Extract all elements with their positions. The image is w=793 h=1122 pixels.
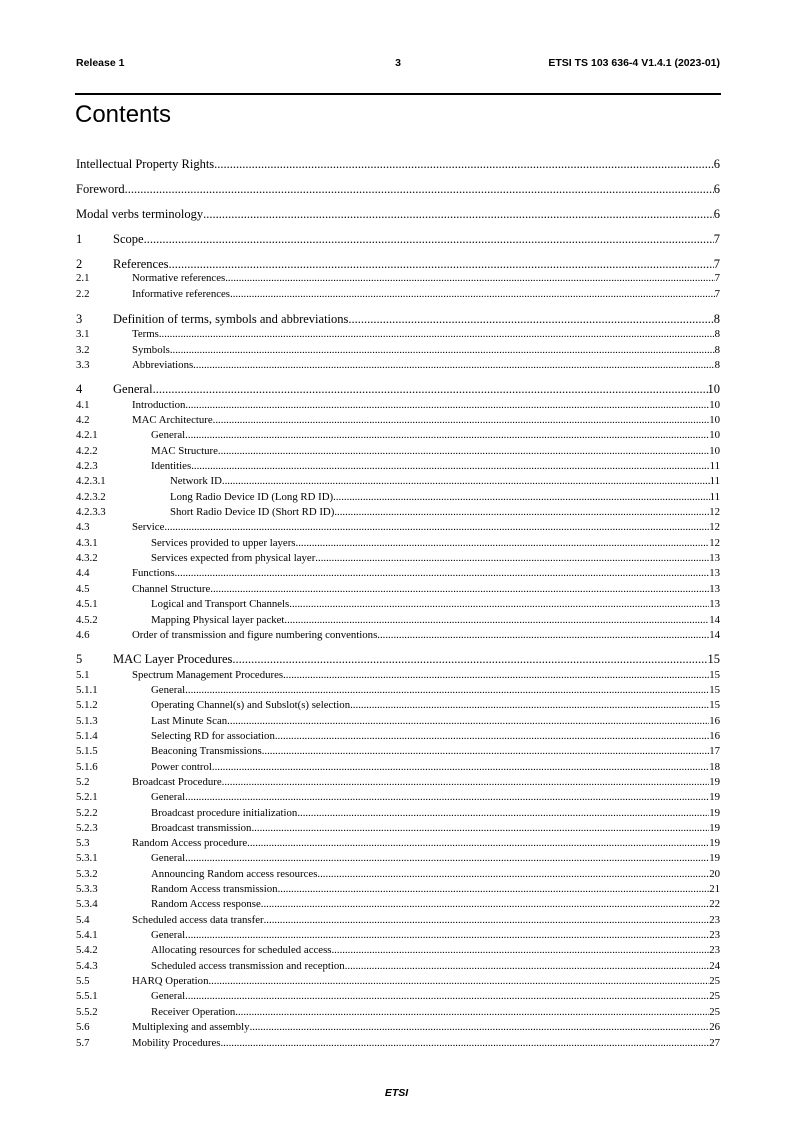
toc-dot-leader — [218, 444, 709, 458]
toc-dot-leader — [261, 897, 709, 911]
toc-dot-leader — [125, 181, 714, 197]
toc-entry[interactable] — [76, 474, 720, 488]
toc-entry-page: 11 — [709, 460, 720, 472]
toc-entry-number: 5.3.4 — [76, 898, 98, 910]
toc-entry-number: 4.2.3.2 — [76, 491, 106, 503]
toc-entry[interactable] — [76, 428, 720, 442]
toc-dot-leader — [185, 398, 709, 412]
toc-entry-page: 17 — [709, 745, 720, 757]
toc-entry-title: Receiver Operation — [151, 1006, 236, 1018]
toc-entry-page: 12 — [709, 537, 720, 549]
toc-entry-title: HARQ Operation — [132, 975, 209, 987]
toc-entry-page: 22 — [709, 898, 720, 910]
toc-entry[interactable] — [76, 913, 720, 927]
toc-entry[interactable] — [76, 1020, 720, 1034]
toc-entry[interactable] — [76, 683, 720, 697]
toc-entry-title: Allocating resources for scheduled access — [151, 944, 332, 956]
toc-entry-page: 10 — [709, 429, 720, 441]
toc-entry[interactable] — [76, 327, 720, 341]
toc-dot-leader — [296, 536, 710, 550]
toc-entry-title: Symbols — [132, 344, 170, 356]
toc-entry-page: 15 — [709, 669, 720, 681]
toc-dot-leader — [278, 882, 710, 896]
toc-entry-title: Mobility Procedures — [132, 1037, 221, 1049]
page-title: Contents — [75, 101, 172, 128]
toc-entry[interactable] — [76, 271, 720, 285]
toc-entry-title: General — [151, 852, 186, 864]
toc-entry-number: 4.2.3.3 — [76, 506, 106, 518]
toc-entry-title: Identities — [151, 460, 192, 472]
toc-entry-page: 23 — [709, 944, 720, 956]
toc-entry-number: 5.5.2 — [76, 1006, 98, 1018]
toc-entry-number: 4.2.1 — [76, 429, 98, 441]
toc-entry-title: Intellectual Property Rights — [76, 157, 215, 171]
toc-entry-page: 13 — [709, 583, 720, 595]
toc-entry-title: Random Access response — [151, 898, 261, 910]
toc-entry-title: General — [113, 382, 153, 396]
toc-entry[interactable] — [76, 651, 720, 667]
toc-entry[interactable] — [76, 928, 720, 942]
toc-entry-page: 21 — [709, 883, 720, 895]
toc-entry-number: 5.4.2 — [76, 944, 98, 956]
toc-dot-leader — [250, 1020, 710, 1034]
toc-entry-title: Long Radio Device ID (Long RD ID) — [170, 491, 334, 503]
toc-entry-title: Scheduled access data transfer — [132, 914, 264, 926]
toc-entry-number: 4.5.1 — [76, 598, 98, 610]
toc-entry-page: 18 — [709, 761, 720, 773]
toc-entry-page: 20 — [709, 868, 720, 880]
toc-dot-leader — [334, 505, 709, 519]
toc-entry-page: 10 — [707, 382, 720, 396]
toc-entry-number: 4.2.2 — [76, 445, 98, 457]
toc-entry[interactable] — [76, 943, 720, 957]
toc-entry-number: 4.5.2 — [76, 614, 98, 626]
toc-entry[interactable] — [76, 806, 720, 820]
toc-entry-title: Order of transmission and figure numbering conventions — [132, 629, 378, 641]
toc-entry-title: Modal verbs terminology — [76, 207, 204, 221]
toc-entry-number: 4.3 — [76, 521, 90, 533]
toc-entry-title: Broadcast transmission — [151, 822, 252, 834]
toc-entry[interactable] — [76, 775, 720, 789]
toc-entry[interactable] — [76, 867, 720, 881]
toc-entry-title: Abbreviations — [132, 359, 194, 371]
toc-entry-number: 5.4 — [76, 914, 90, 926]
toc-entry[interactable] — [76, 729, 720, 743]
toc-entry-title: MAC Layer Procedures — [113, 652, 233, 666]
toc-entry-number: 3.3 — [76, 359, 90, 371]
toc-entry-page: 15 — [707, 652, 720, 666]
toc-entry[interactable] — [76, 1036, 720, 1050]
toc-entry[interactable] — [76, 551, 720, 565]
toc-entry-number: 5.2.1 — [76, 791, 98, 803]
toc-entry-title: Terms — [132, 328, 159, 340]
toc-entry[interactable] — [76, 851, 720, 865]
toc-entry[interactable] — [76, 836, 720, 850]
toc-entry-number: 5.3.3 — [76, 883, 98, 895]
toc-entry-number: 3.1 — [76, 328, 90, 340]
toc-dot-leader — [225, 271, 714, 285]
toc-dot-leader — [235, 1005, 709, 1019]
toc-dot-leader — [230, 287, 715, 301]
toc-entry-title: Mapping Physical layer packet — [151, 614, 285, 626]
toc-entry-page: 7 — [714, 272, 720, 284]
toc-entry-title: General — [151, 684, 186, 696]
toc-entry-title: Scope — [113, 232, 144, 246]
toc-entry-page: 23 — [709, 929, 720, 941]
toc-entry[interactable] — [76, 790, 720, 804]
toc-entry-page: 11 — [709, 491, 720, 503]
toc-dot-leader — [297, 806, 709, 820]
toc-entry[interactable] — [76, 505, 720, 519]
toc-entry-number: 5.4.1 — [76, 929, 98, 941]
toc-dot-leader — [289, 597, 709, 611]
toc-entry-number: 3 — [76, 312, 83, 326]
toc-entry[interactable] — [76, 959, 720, 973]
toc-dot-leader — [185, 851, 709, 865]
toc-entry-page: 15 — [709, 684, 720, 696]
toc-entry-title: Announcing Random access resources — [151, 868, 318, 880]
toc-entry-number: 4.3.1 — [76, 537, 98, 549]
toc-dot-leader — [222, 474, 710, 488]
toc-entry-number: 4.2 — [76, 414, 90, 426]
toc-dot-leader — [213, 413, 710, 427]
toc-entry-page: 13 — [709, 567, 720, 579]
toc-entry-number: 5.6 — [76, 1021, 90, 1033]
toc-entry-title: Random Access transmission — [151, 883, 278, 895]
toc-entry-page: 12 — [709, 506, 720, 518]
toc-dot-leader — [345, 959, 710, 973]
toc-dot-leader — [164, 520, 709, 534]
toc-entry-number: 3.2 — [76, 344, 90, 356]
toc-entry-page: 25 — [709, 990, 720, 1002]
toc-dot-leader — [333, 490, 709, 504]
toc-entry-title: Definition of terms, symbols and abbreviations — [113, 312, 349, 326]
toc-entry[interactable] — [76, 989, 720, 1003]
toc-entry-title: Logical and Transport Channels — [151, 598, 290, 610]
toc-entry[interactable] — [76, 490, 720, 504]
toc-entry-page: 11 — [709, 475, 720, 487]
toc-entry[interactable] — [76, 613, 720, 627]
toc-entry-page: 19 — [709, 837, 720, 849]
toc-entry-number: 5.3.2 — [76, 868, 98, 880]
toc-entry-title: Scheduled access transmission and reception — [151, 960, 345, 972]
toc-entry-title: Introduction — [132, 399, 186, 411]
toc-entry[interactable] — [76, 343, 720, 357]
toc-entry-title: Multiplexing and assembly — [132, 1021, 250, 1033]
toc-dot-leader — [264, 913, 710, 927]
toc-entry-page: 14 — [709, 614, 720, 626]
toc-entry[interactable] — [76, 358, 720, 372]
toc-dot-leader — [247, 836, 709, 850]
toc-entry-title: Foreword — [76, 182, 125, 196]
toc-entry-number: 4.2.3 — [76, 460, 98, 472]
toc-entry-number: 4.5 — [76, 583, 90, 595]
toc-dot-leader — [185, 790, 709, 804]
toc-entry-page: 16 — [709, 715, 720, 727]
toc-entry-page: 19 — [709, 791, 720, 803]
toc-entry-title: Operating Channel(s) and Subslot(s) selection — [151, 699, 351, 711]
header-page-number: 3 — [395, 57, 401, 69]
toc-entry-number: 5.1.2 — [76, 699, 98, 711]
toc-entry[interactable] — [76, 181, 720, 197]
toc-dot-leader — [220, 1036, 709, 1050]
toc-entry[interactable] — [76, 714, 720, 728]
page-header — [76, 57, 720, 73]
toc-dot-leader — [227, 714, 709, 728]
toc-entry-page: 10 — [709, 414, 720, 426]
header-document-id: ETSI TS 103 636-4 V1.4.1 (2023-01) — [548, 57, 720, 69]
toc-dot-leader — [185, 989, 709, 1003]
toc-dot-leader — [144, 231, 714, 247]
toc-entry-title: Network ID — [170, 475, 222, 487]
toc-entry-page: 27 — [709, 1037, 720, 1049]
toc-dot-leader — [232, 651, 707, 667]
toc-entry-number: 5.3.1 — [76, 852, 98, 864]
toc-entry-title: Broadcast procedure initialization — [151, 807, 298, 819]
toc-dot-leader — [169, 256, 714, 272]
toc-entry-title: Services provided to upper layers — [151, 537, 296, 549]
toc-dot-leader — [283, 668, 709, 682]
toc-entry-number: 5.1.1 — [76, 684, 98, 696]
toc-entry-page: 14 — [709, 629, 720, 641]
toc-entry-number: 2 — [76, 257, 83, 271]
toc-dot-leader — [222, 775, 710, 789]
toc-entry[interactable] — [76, 582, 720, 596]
toc-entry-page: 8 — [713, 312, 720, 326]
toc-entry[interactable] — [76, 536, 720, 550]
toc-entry-number: 4 — [76, 382, 83, 396]
toc-dot-leader — [159, 327, 715, 341]
toc-entry[interactable] — [76, 206, 720, 222]
toc-entry-title: Random Access procedure — [132, 837, 248, 849]
toc-entry[interactable] — [76, 287, 720, 301]
toc-entry-number: 5.1 — [76, 669, 90, 681]
toc-entry-page: 15 — [709, 699, 720, 711]
toc-dot-leader — [377, 628, 709, 642]
toc-entry-title: Channel Structure — [132, 583, 211, 595]
toc-entry[interactable] — [76, 760, 720, 774]
toc-entry-page: 10 — [709, 445, 720, 457]
toc-entry[interactable] — [76, 311, 720, 327]
toc-dot-leader — [331, 943, 709, 957]
toc-entry[interactable] — [76, 413, 720, 427]
toc-entry-number: 5.1.5 — [76, 745, 98, 757]
header-rule — [75, 93, 721, 95]
toc-entry-title: Functions — [132, 567, 175, 579]
toc-entry-title: General — [151, 929, 186, 941]
toc-dot-leader — [185, 683, 709, 697]
toc-dot-leader — [315, 551, 709, 565]
toc-entry[interactable] — [76, 520, 720, 534]
toc-entry[interactable] — [76, 668, 720, 682]
toc-entry-page: 26 — [709, 1021, 720, 1033]
toc-entry-page: 23 — [709, 914, 720, 926]
toc-entry-page: 7 — [713, 257, 720, 271]
toc-entry-page: 6 — [713, 182, 720, 196]
toc-dot-leader — [262, 744, 710, 758]
toc-entry-number: 5.7 — [76, 1037, 90, 1049]
toc-entry-page: 13 — [709, 598, 720, 610]
toc-dot-leader — [203, 206, 714, 222]
toc-entry-number: 5.2 — [76, 776, 90, 788]
toc-entry[interactable] — [76, 882, 720, 896]
toc-entry[interactable] — [76, 398, 720, 412]
toc-entry-page: 6 — [713, 157, 720, 171]
toc-entry[interactable] — [76, 444, 720, 458]
toc-dot-leader — [185, 928, 709, 942]
toc-entry[interactable] — [76, 156, 720, 172]
toc-entry-title: Spectrum Management Procedures — [132, 669, 284, 681]
toc-dot-leader — [214, 156, 714, 172]
toc-dot-leader — [350, 698, 709, 712]
toc-entry-number: 5.4.3 — [76, 960, 98, 972]
toc-dot-leader — [210, 582, 709, 596]
toc-entry-title: General — [151, 990, 186, 1002]
toc-entry-title: References — [113, 257, 169, 271]
toc-entry-title: Power control — [151, 761, 212, 773]
toc-entry-page: 19 — [709, 807, 720, 819]
toc-entry-title: Last Minute Scan — [151, 715, 228, 727]
toc-dot-leader — [284, 613, 709, 627]
toc-dot-leader — [208, 974, 709, 988]
toc-entry[interactable] — [76, 566, 720, 580]
toc-entry[interactable] — [76, 597, 720, 611]
toc-entry-page: 25 — [709, 975, 720, 987]
toc-entry-page: 6 — [713, 207, 720, 221]
toc-entry[interactable] — [76, 821, 720, 835]
toc-entry[interactable] — [76, 231, 720, 247]
toc-entry-number: 1 — [76, 232, 83, 246]
toc-entry[interactable] — [76, 381, 720, 397]
toc-entry[interactable] — [76, 628, 720, 642]
toc-entry-page: 12 — [709, 521, 720, 533]
toc-entry-page: 16 — [709, 730, 720, 742]
toc-dot-leader — [275, 729, 709, 743]
toc-entry-title: Service — [132, 521, 165, 533]
toc-entry-title: Beaconing Transmissions — [151, 745, 262, 757]
toc-entry[interactable] — [76, 897, 720, 911]
toc-entry-number: 4.4 — [76, 567, 90, 579]
toc-entry-page: 8 — [714, 359, 720, 371]
toc-entry-page: 7 — [713, 232, 720, 246]
toc-entry[interactable] — [76, 698, 720, 712]
toc-dot-leader — [153, 381, 708, 397]
toc-entry-title: MAC Structure — [151, 445, 218, 457]
toc-entry-number: 5.1.3 — [76, 715, 98, 727]
toc-entry-number: 5.1.4 — [76, 730, 98, 742]
toc-entry-page: 19 — [709, 852, 720, 864]
toc-entry-title: Selecting RD for association — [151, 730, 275, 742]
toc-entry-number: 4.3.2 — [76, 552, 98, 564]
toc-entry-page: 25 — [709, 1006, 720, 1018]
toc-entry-page: 24 — [709, 960, 720, 972]
toc-entry-title: Normative references — [132, 272, 226, 284]
toc-dot-leader — [191, 459, 709, 473]
toc-dot-leader — [317, 867, 709, 881]
toc-dot-leader — [212, 760, 709, 774]
toc-entry-number: 4.1 — [76, 399, 90, 411]
toc-entry-number: 5.5.1 — [76, 990, 98, 1002]
page-footer: ETSI — [384, 1087, 409, 1099]
toc-entry-number: 5.5 — [76, 975, 90, 987]
toc-entry[interactable] — [76, 974, 720, 988]
toc-entry-number: 2.1 — [76, 272, 90, 284]
toc-entry[interactable] — [76, 256, 720, 272]
toc-entry-number: 4.2.3.1 — [76, 475, 106, 487]
toc-entry-number: 5.2.2 — [76, 807, 98, 819]
toc-entry-page: 13 — [709, 552, 720, 564]
toc-entry-page: 19 — [709, 822, 720, 834]
toc-entry-number: 5.2.3 — [76, 822, 98, 834]
toc-entry-number: 5.1.6 — [76, 761, 98, 773]
toc-entry-page: 19 — [709, 776, 720, 788]
toc-dot-leader — [348, 311, 713, 327]
toc-dot-leader — [193, 358, 714, 372]
toc-entry-page: 8 — [714, 344, 720, 356]
toc-entry[interactable] — [76, 744, 720, 758]
toc-dot-leader — [175, 566, 710, 580]
toc-dot-leader — [170, 343, 715, 357]
toc-entry-page: 8 — [714, 328, 720, 340]
toc-entry-title: Short Radio Device ID (Short RD ID) — [170, 506, 335, 518]
toc-entry-page: 10 — [709, 399, 720, 411]
toc-entry[interactable] — [76, 1005, 720, 1019]
toc-entry-title: Broadcast Procedure — [132, 776, 222, 788]
toc-entry-number: 5 — [76, 652, 83, 666]
toc-entry-number: 4.6 — [76, 629, 90, 641]
toc-entry-page: 7 — [714, 288, 720, 300]
toc-entry[interactable] — [76, 459, 720, 473]
toc-entry-number: 5.3 — [76, 837, 90, 849]
toc-dot-leader — [185, 428, 709, 442]
toc-entry-number: 2.2 — [76, 288, 90, 300]
toc-entry-title: Services expected from physical layer — [151, 552, 316, 564]
header-release: Release 1 — [76, 57, 125, 69]
toc-dot-leader — [251, 821, 709, 835]
toc-entry-title: Informative references — [132, 288, 231, 300]
toc-entry-title: General — [151, 429, 186, 441]
toc-entry-title: General — [151, 791, 186, 803]
toc-entry-title: MAC Architecture — [132, 414, 213, 426]
